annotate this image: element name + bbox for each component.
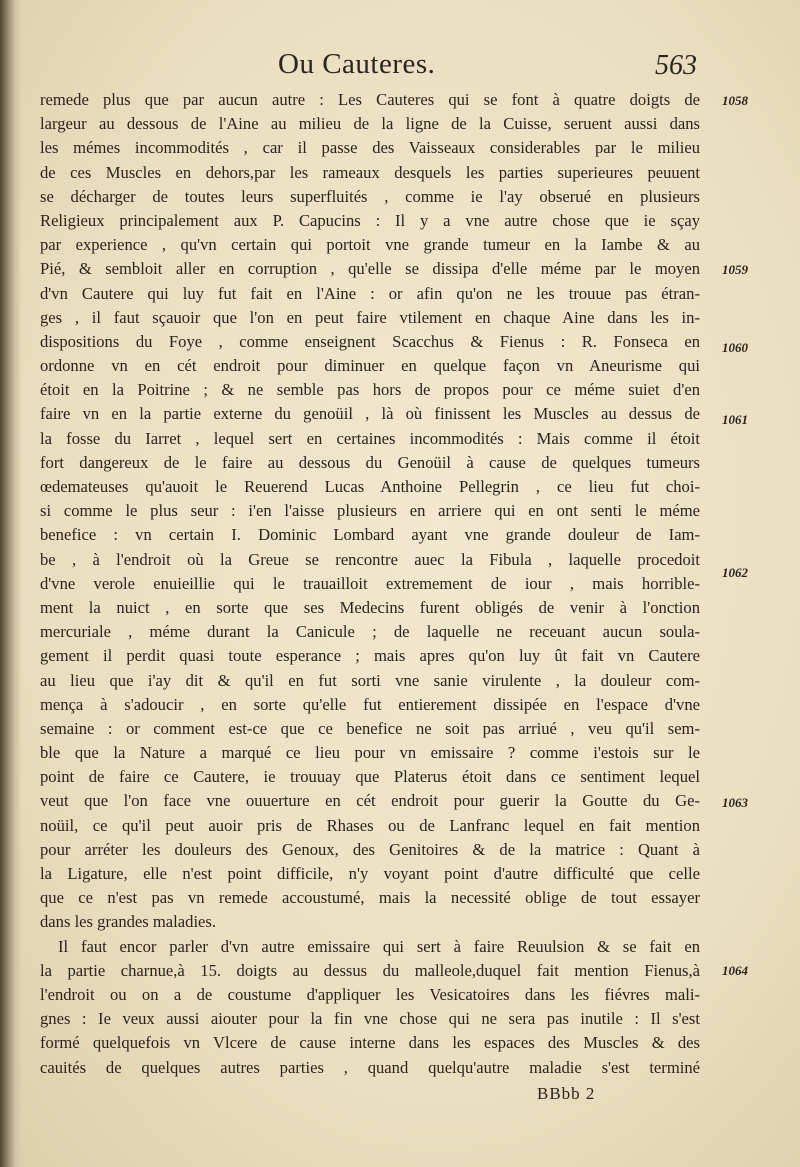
body-text bbox=[40, 88, 700, 1080]
page-header bbox=[0, 48, 800, 88]
text-line: ordonne vn en cét endroit pour diminuer en quelque façon vn Aneurisme qui bbox=[40, 356, 700, 376]
text-line: gnes : Ie veux aussi aiouter pour la fin vne chose qui ne sera pas inutile : Il s'est bbox=[40, 1009, 700, 1029]
text-line: d'vne verole enuieillie qui le trauailloit extremement de iour , mais horrible- bbox=[40, 573, 700, 593]
text-line: cauités de quelques autres parties , quand quelqu'autre maladie s'est terminé bbox=[40, 1057, 700, 1077]
text-line: la fosse du Iarret , lequel sert en certaines incommodités : Mais comme il étoit bbox=[40, 428, 700, 448]
text-line: ges , il faut sçauoir que l'on en peut faire vtilement en chaque Aine dans les in- bbox=[40, 307, 700, 327]
text-line: fort dangereux de le faire au dessous du Genoüil à cause de quelques tumeurs bbox=[40, 452, 700, 472]
margin-note: 1060 bbox=[722, 340, 748, 355]
text-line: mença à s'adoucir , en sorte qu'elle fut entierement dissipée en l'espace d'vne bbox=[40, 694, 700, 714]
text-line: dans les grandes maladies. bbox=[40, 912, 217, 932]
text-line: œdemateuses qu'auoit le Reuerend Lucas Anthoine Pellegrin , ce lieu fut choi- bbox=[40, 477, 700, 496]
text-line: noüil, ce qu'il peut auoir pris de Rhases ou de Lanfranc lequel en fait mention bbox=[40, 815, 700, 835]
margin-note: 1063 bbox=[722, 795, 748, 810]
text-line: remede plus que par aucun autre : Les Cauteres qui se font à quatre doigts de bbox=[40, 90, 700, 109]
text-line: la partie charnue,à 15. doigts au dessus du malleole,duquel fait mention Fienus,à bbox=[40, 960, 700, 980]
text-line: si comme le plus seur : i'en l'aisse plusieurs en arriere qui en ont senti le méme bbox=[40, 501, 700, 521]
running-title: Ou Cauteres. bbox=[278, 48, 436, 80]
text-line: be , à l'endroit où la Greue se rencontre auec la Fibula , laquelle procedoit bbox=[40, 549, 700, 569]
margin-note: 1059 bbox=[722, 262, 748, 277]
text-line: étoit en la Poitrine ; & ne semble pas hors de propos pour ce méme suiet d'en bbox=[40, 380, 700, 400]
text-line: benefice : vn certain I. Dominic Lombard ayant vne grande douleur de Iam- bbox=[40, 525, 700, 545]
text-line: Pié, & sembloit aller en corruption , qu'elle se dissipa d'elle méme par le moyen bbox=[40, 259, 700, 279]
text-line: pour arréter les douleurs des Genoux, des Genitoires & de la matrice : Quant à bbox=[40, 839, 700, 859]
text-line: la Ligature, elle n'est point difficile, n'y voyant point d'autre difficulté que celle bbox=[40, 864, 700, 883]
text-line: point de faire ce Cautere, ie trouuay que Platerus étoit dans ce sentiment lequel bbox=[40, 767, 700, 787]
text-line: au lieu que i'ay dit & qu'il en fut sorti vne sanie virulente , la douleur com- bbox=[40, 670, 700, 690]
text-line: gement il perdit quasi toute esperance ; mais apres qu'on luy ût fait vn Cautere bbox=[40, 646, 700, 666]
text-line: par experience , qu'vn certain qui portoit vne grande tumeur en la Iambe & au bbox=[40, 235, 700, 255]
text-line: largeur au dessous de l'Aine au milieu de la ligne de la Cuisse, seruent aussi dans bbox=[40, 114, 700, 134]
text-line: ment la nuict , en sorte que ses Medecins furent obligés de venir à l'onction bbox=[40, 597, 700, 617]
text-line: ble que la Nature a marqué ce lieu pour vn emissaire ? comme i'estois sur le bbox=[40, 743, 700, 763]
text-line: faire vn en la partie externe du genoüil , là où finissent les Muscles au dessus de bbox=[40, 404, 700, 424]
text-line: que ce n'est pas vn remede accoustumé, mais la necessité oblige de tout essayer bbox=[40, 888, 700, 908]
text-line: formé quelquefois vn Vlcere de cause interne dans les espaces des Muscles & des bbox=[40, 1033, 700, 1053]
text-line: d'vn Cautere qui luy fut fait en l'Aine : or afin qu'on ne les trouue pas étran- bbox=[40, 283, 700, 303]
text-line: les mémes incommodités , car il passe des Vaisseaux considerables par le milieu bbox=[40, 138, 700, 158]
binding-gutter bbox=[0, 0, 22, 1167]
margin-note: 1058 bbox=[722, 93, 748, 108]
margin-note: 1061 bbox=[722, 412, 748, 427]
text-line: Religieux principalement aux P. Capucins : Il y a vne autre chose que ie sçay bbox=[40, 210, 700, 230]
text-line: Il faut encor parler d'vn autre emissaire qui sert à faire Reuulsion & se fait en bbox=[58, 936, 700, 956]
text-line: dispositions du Foye , comme enseignent Scacchus & Fienus : R. Fonseca en bbox=[40, 331, 700, 351]
margin-note: 1062 bbox=[722, 565, 748, 580]
margin-note: 1064 bbox=[722, 963, 748, 978]
signature-mark: BBbb 2 bbox=[537, 1084, 596, 1103]
text-line: semaine : or comment est-ce que ce benefice ne soit pas arriué , veu qu'il sem- bbox=[40, 718, 700, 738]
text-line: de ces Muscles en dehors,par les rameaux desquels les parties superieures peuuent bbox=[40, 162, 700, 182]
text-line: se décharger de toutes leurs superfluités , comme ie l'ay obserué en plusieurs bbox=[40, 186, 700, 206]
text-line: l'endroit ou on a de coustume d'appliquer les Vesicatoires dans les fiévres mali- bbox=[40, 984, 700, 1004]
text-line: veut que l'on face vne ouuerture en cét endroit pour guerir la Goutte du Ge- bbox=[40, 791, 700, 811]
page-number: 563 bbox=[655, 50, 697, 81]
text-line: mercuriale , méme durant la Canicule ; de laquelle ne receuant aucun soula- bbox=[40, 622, 700, 642]
